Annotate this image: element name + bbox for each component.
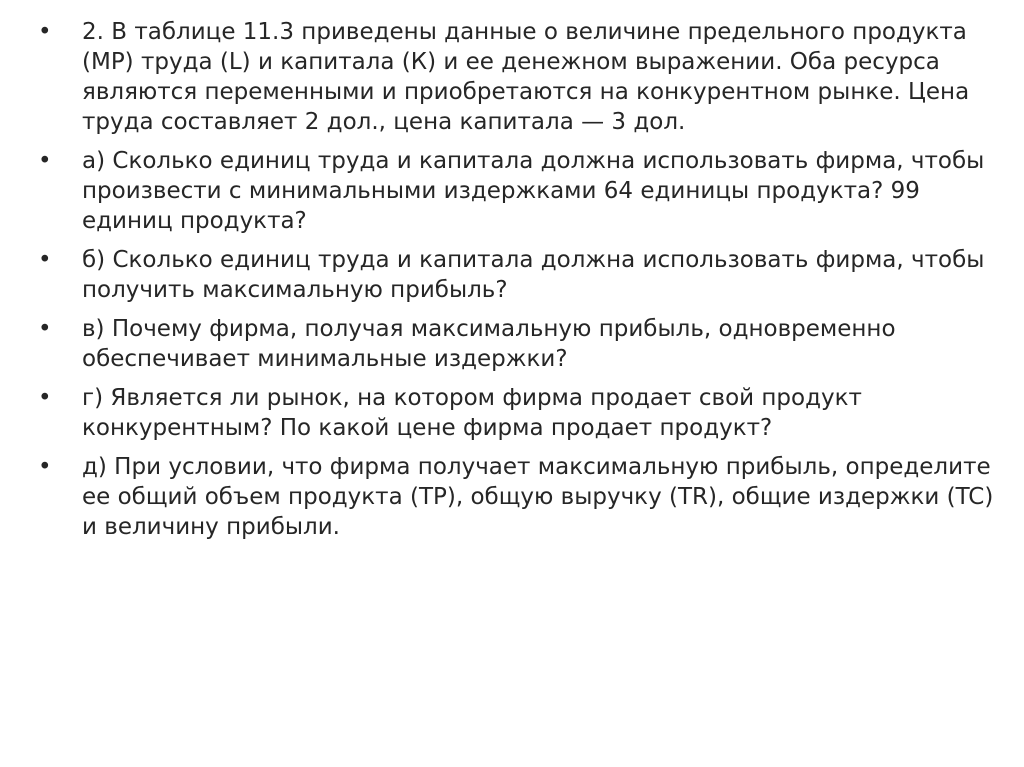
bullet-item-question-d bbox=[38, 452, 998, 542]
bullet-text: а) Сколько единиц труда и капитала должна использовать фирма, чтобы произвести с минимальными издержками 64 единицы продукта? 99 единиц продукта? bbox=[82, 148, 985, 234]
bullet-text: г) Является ли рынок, на котором фирма продает свой продукт конкурентным? По какой цене фирма продает продукт? bbox=[82, 385, 862, 441]
bullet-item-question-g bbox=[38, 383, 998, 443]
bullet-text: б) Сколько единиц труда и капитала должна использовать фирма, чтобы получить максимальную прибыль? bbox=[82, 247, 985, 303]
bullet-text: в) Почему фирма, получая максимальную прибыль, одновременно обеспечивает минимальные издержки? bbox=[82, 316, 896, 372]
bullet-text: д) При условии, что фирма получает максимальную прибыль, определите ее общий объем продукта (TP), общую выручку (TR), общие издержки (TC) и величину прибыли. bbox=[82, 454, 994, 540]
bullet-point-icon: • bbox=[38, 148, 52, 174]
bullet-point-icon: • bbox=[38, 19, 52, 45]
bullet-item-question-a bbox=[38, 146, 998, 236]
bullet-item-question-b bbox=[38, 245, 998, 305]
bullet-text: 2. В таблице 11.3 приведены данные о величине предельного продукта (MP) труда (L) и капитала (К) и ее денежном выражении. Оба ресурса являются переменными и приобретаются на конкурентном рынке. Цена труда составляет 2 дол., цена капитала — 3 дол. bbox=[82, 19, 970, 135]
bullet-point-icon: • bbox=[38, 385, 52, 411]
bullet-item-question-v bbox=[38, 314, 998, 374]
bullet-item-problem-statement bbox=[38, 17, 998, 137]
bullet-point-icon: • bbox=[38, 247, 52, 273]
bullet-list bbox=[38, 17, 998, 551]
bullet-point-icon: • bbox=[38, 454, 52, 480]
bullet-point-icon: • bbox=[38, 316, 52, 342]
